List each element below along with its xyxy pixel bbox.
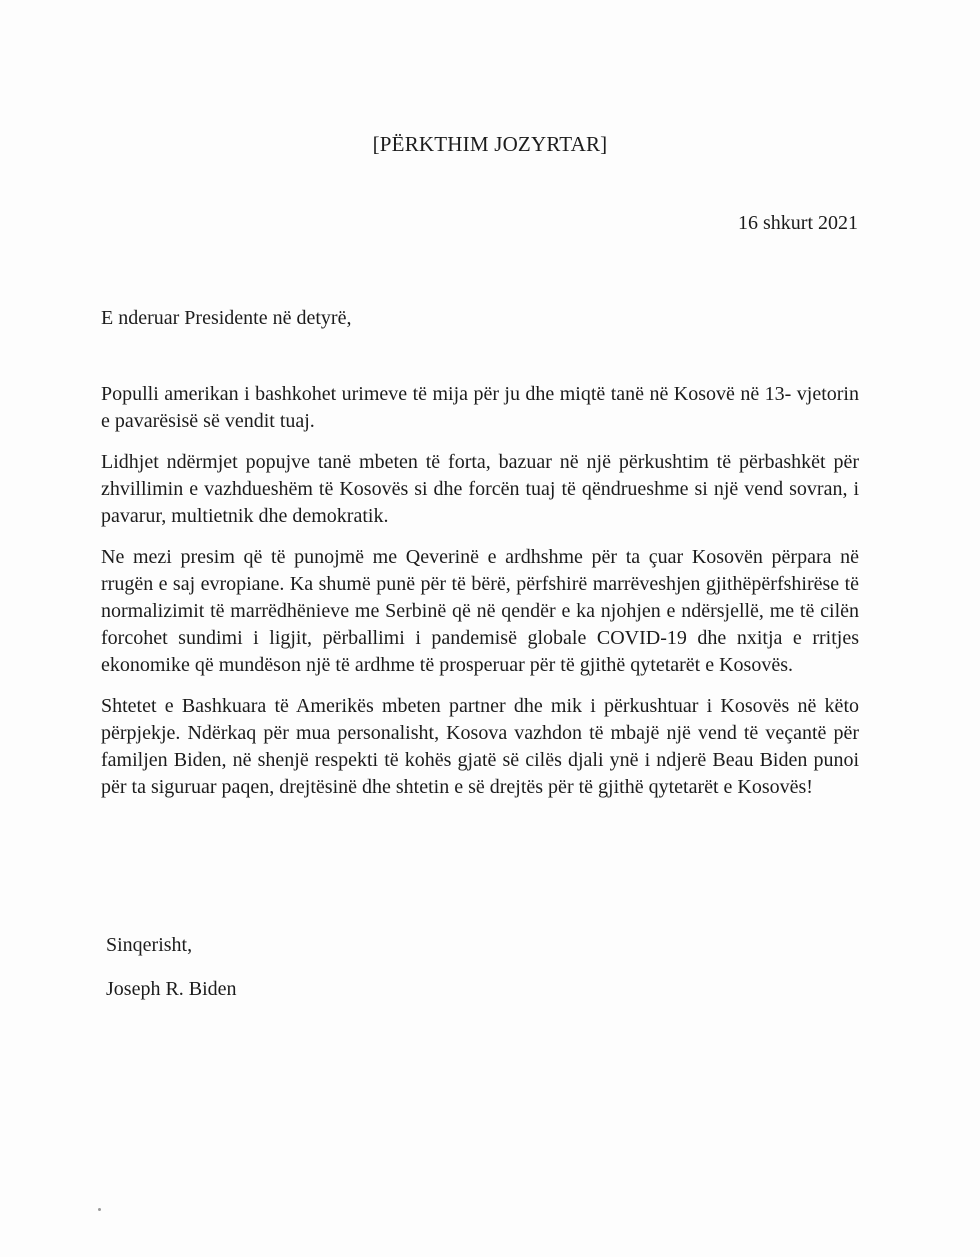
closing: Sinqerisht, bbox=[106, 934, 193, 956]
salutation: E nderuar Presidente në detyrë, bbox=[101, 307, 352, 329]
signature-name: Joseph R. Biden bbox=[106, 978, 237, 1000]
paragraph: Populli amerikan i bashkohet urimeve të mija për ju dhe miqtë tanë në Kosovë në 13- vjetorin e pavarësisë së vendit tuaj. bbox=[101, 383, 859, 432]
paragraph: Shtetet e Bashkuara të Amerikës mbeten partner dhe mik i përkushtuar i Kosovës në këto përpjekje. Ndërkaq për mua personalisht, Kosova vazhdon të mbajë një vend të veçantë për familjen Biden, në shenjë respekti të kohës gjatë së cilës djali ynë i ndjerë Beau Biden punoi për ta siguruar paqen, drejtësinë dhe shtetin e së drejtës për të gjithë qytetarët e Kosovës! bbox=[101, 695, 859, 798]
scan-speck bbox=[98, 1208, 101, 1211]
letter-date: 16 shkurt 2021 bbox=[738, 212, 858, 234]
letter-body bbox=[101, 381, 859, 815]
paragraph: Ne mezi presim që të punojmë me Qeverinë e ardhshme për ta çuar Kosovën përpara në rrugën e saj evropiane. Ka shumë punë për të bërë, përfshirë marrëveshjen gjithëpërfshirëse të normalizimit të marrëdhënieve me Serbinë që në qendër e ka njohjen e ndërsjellë, me të cilën forcohet sundimi i ligjit, përballimi i pandemisë globale COVID-19 dhe nxitja e rritjes ekonomike që mundëson një të ardhme të prosperuar për të gjithë qytetarët e Kosovës. bbox=[101, 546, 859, 676]
translation-heading: [PËRKTHIM JOZYRTAR] bbox=[372, 132, 608, 156]
paragraph: Lidhjet ndërmjet popujve tanë mbeten të forta, bazuar në një përkushtim të përbashkët për zhvillimin e vazhdueshëm të Kosovës si dhe forcën tuaj të qëndrueshme si një vend sovran, i pavarur, multietnik dhe demokratik. bbox=[101, 451, 859, 527]
